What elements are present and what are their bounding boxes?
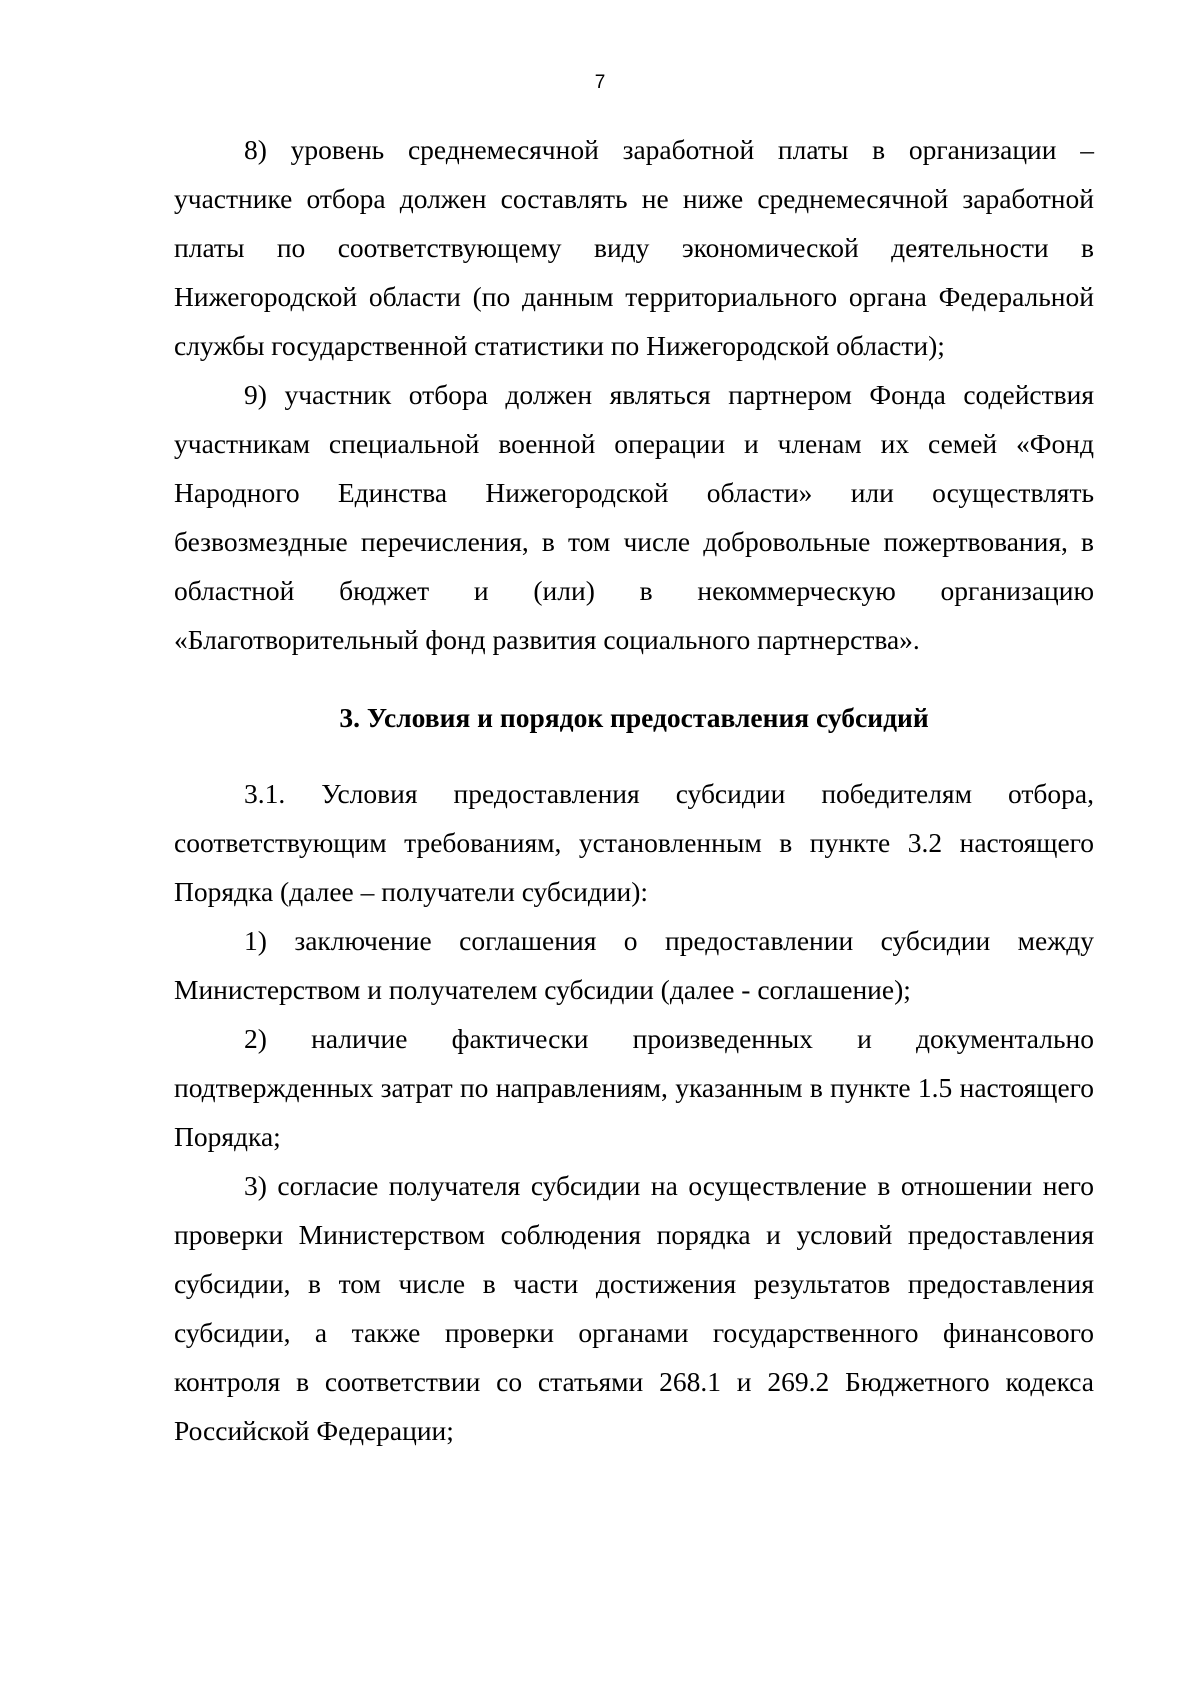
paragraph-3-1: 3.1. Условия предоставления субсидии победителям отбора, соответствующим требованиям, установленным в пункте 3.2 настоящего Порядка (далее – получатели субсидии): xyxy=(174,778,1094,907)
document-body xyxy=(174,125,1094,1455)
paragraph-condition-2: 2) наличие фактически произведенных и документально подтвержденных затрат по направлениям, указанным в пункте 1.5 настоящего Порядка; xyxy=(174,1023,1094,1152)
paragraph-item-8: 8) уровень среднемесячной заработной платы в организации – участнике отбора должен составлять не ниже среднемесячной заработной платы по соответствующему виду экономической деятельности в Нижегородской области (по данным территориального органа Федеральной службы государственной статистики по Нижегородской области); xyxy=(174,134,1094,361)
paragraph-condition-1: 1) заключение соглашения о предоставлении субсидии между Министерством и получателем субсидии (далее - соглашение); xyxy=(174,925,1094,1005)
page-number: 7 xyxy=(594,72,606,93)
paragraph-item-9: 9) участник отбора должен являться партнером Фонда содействия участникам специальной военной операции и членам их семей «Фонд Народного Единства Нижегородской области» или осуществлять безвозмездные перечисления, в том числе добровольные пожертвования, в областной бюджет и (или) в некоммерческую организацию «Благотворительный фонд развития социального партнерства». xyxy=(174,379,1094,655)
section-heading: 3. Условия и порядок предоставления субсидий xyxy=(339,702,929,733)
paragraph-condition-3: 3) согласие получателя субсидии на осуществление в отношении него проверки Министерством соблюдения порядка и условий предоставления субсидии, в том числе в части достижения результатов предоставления субсидии, а также проверки органами государственного финансового контроля в соответствии со статьями 268.1 и 269.2 Бюджетного кодекса Российской Федерации; xyxy=(174,1170,1094,1446)
